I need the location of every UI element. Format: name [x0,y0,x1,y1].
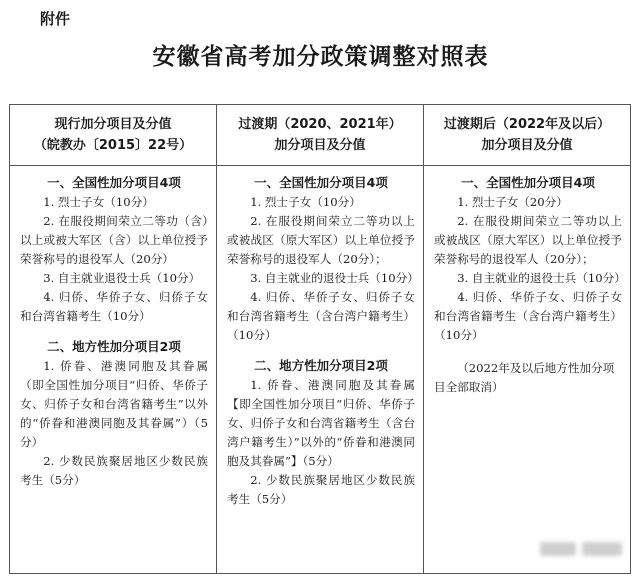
list-item: 2. 少数民族聚居地区少数民族考生（5分） [20,454,208,487]
table-body-row [10,166,631,574]
header-after-line2: 加分项目及分值 [481,138,573,153]
cancellation-note: （2022年及以后地方性加分项目全部取消） [434,361,615,394]
header-after [424,105,631,166]
watermark-blur [540,542,576,556]
header-transition [217,105,424,166]
list-item: 1. 侨眷、港澳同胞及其眷属（即全国性加分项目“归侨、华侨子女、归侨子女和台湾省籍考生”以外的“侨眷和港澳同胞及其眷属”）（5分） [20,359,208,449]
attachment-label: 附件 [40,10,71,28]
header-transition-line1: 过渡期（2020、2021年） [238,117,402,132]
section-title: 一、全国性加分项目4项 [461,175,595,190]
section-title: 一、全国性加分项目4项 [47,175,181,190]
section-title: 二、地方性加分项目2项 [254,358,388,373]
list-item: 4. 归侨、华侨子女、归侨子女和台湾省籍考生（含台湾户籍考生）（10分） [434,290,622,342]
cell-after [424,166,631,574]
section-title: 二、地方性加分项目2项 [47,339,181,354]
table-header-row [10,105,631,166]
list-item: 1. 烈士子女（20分） [457,195,568,209]
list-item: 4. 归侨、华侨子女、归侨子女和台湾省籍考生（10分） [20,290,208,323]
list-item: 2. 在服役期间荣立二等功（含）以上或被大军区（含）以上单位授予荣誉称号的退役军人（20分） [20,214,208,266]
cell-current [10,166,217,574]
header-after-line1: 过渡期后（2022年及以后） [443,117,611,132]
list-item: 2. 在服役期间荣立二等功以上或被战区（原大军区）以上单位授予荣誉称号的退役军人（20分）； [434,214,622,266]
cell-transition [217,166,424,574]
list-item: 3. 自主就业的退役士兵（10分） [457,271,626,285]
list-item: 1. 烈士子女（10分） [250,195,361,209]
list-item: 1. 烈士子女（10分） [43,195,154,209]
header-current-line1: 现行加分项目及分值 [54,117,172,132]
list-item: 1. 侨眷、港澳同胞及其眷属【即全国性加分项目“归侨、华侨子女、归侨子女和台湾省籍考生（含台湾户籍考生）”以外的“侨眷和港澳同胞及其眷属”】（5分） [227,378,415,468]
watermark-blur [582,542,622,556]
header-current-line2: （皖教办〔2015〕22号） [33,138,193,153]
list-item: 2. 在服役期间荣立二等功以上或被战区（原大军区）以上单位授予荣誉称号的退役军人（20分）； [227,214,415,266]
section-title: 一、全国性加分项目4项 [254,175,388,190]
header-current [10,105,217,166]
list-item: 3. 自主就业退役士兵（10分） [43,271,201,285]
comparison-table [9,104,631,574]
header-transition-line2: 加分项目及分值 [274,138,366,153]
page-title: 安徽省高考加分政策调整对照表 [152,43,489,70]
list-item: 4. 归侨、华侨子女、归侨子女和台湾省籍考生（含台湾户籍考生）（10分） [227,290,415,342]
list-item: 2. 少数民族聚居地区少数民族考生（5分） [227,473,415,506]
list-item: 3. 自主就业的退役士兵（10分） [250,271,419,285]
